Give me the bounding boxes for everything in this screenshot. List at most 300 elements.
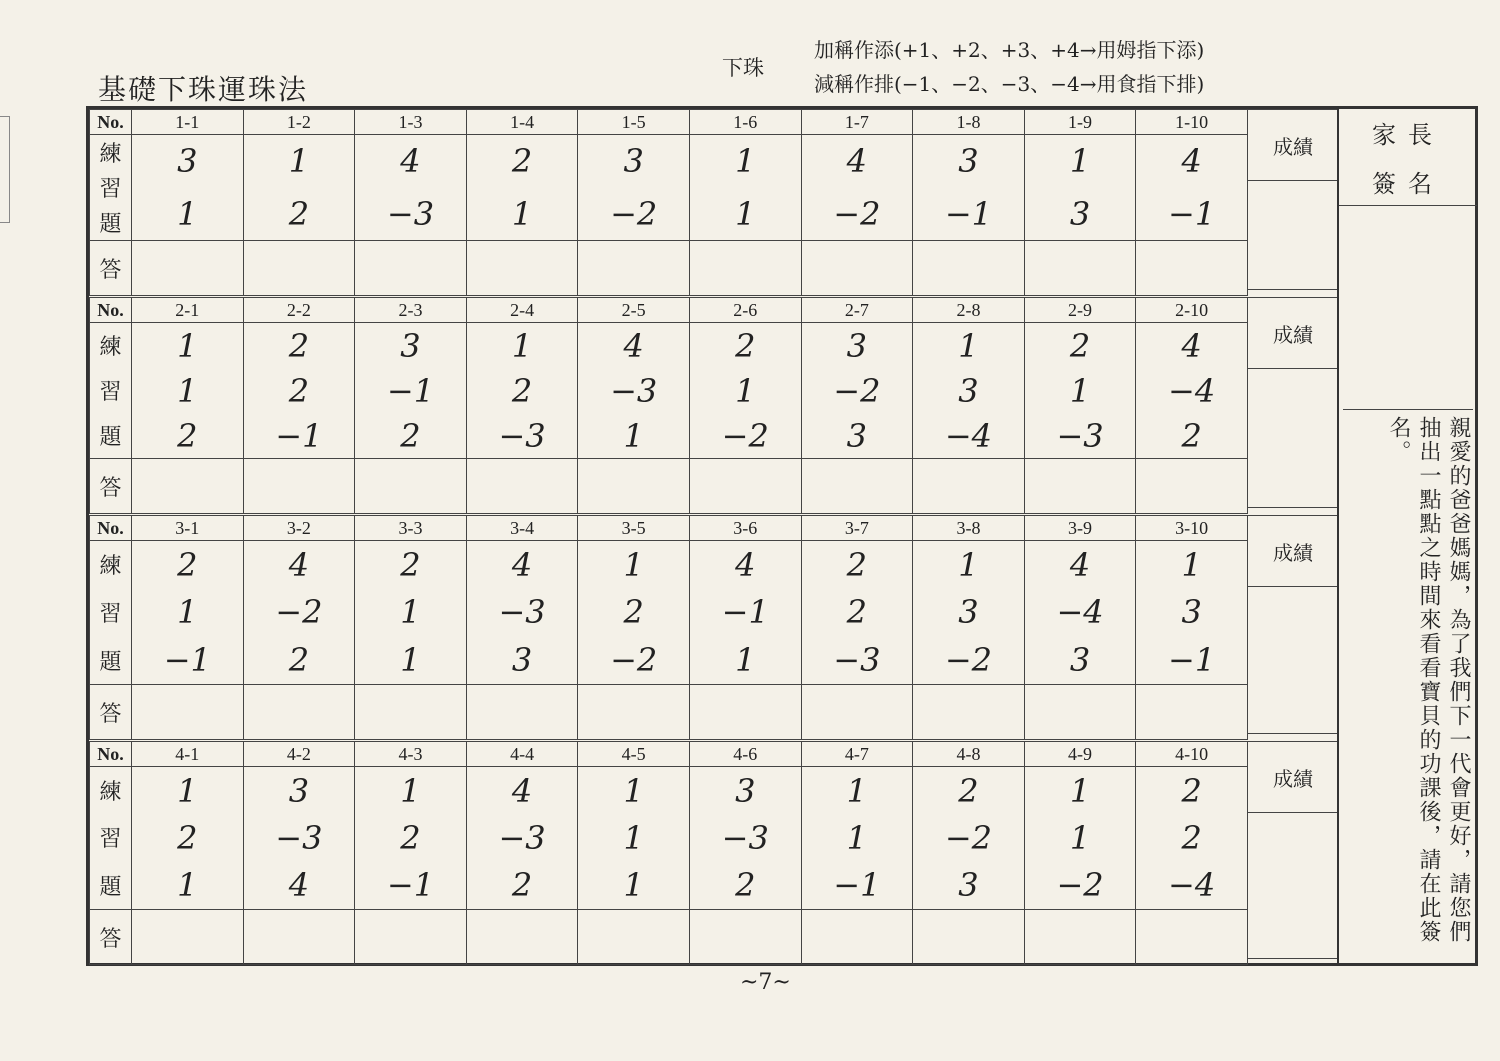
problem-numbers [690, 541, 801, 684]
problem-numbers [690, 135, 801, 240]
problem-numbers [244, 135, 355, 240]
problem-number: −3 [498, 593, 546, 632]
problem-number: 2 [177, 818, 198, 857]
problem-number: 2 [735, 866, 756, 905]
answer-cell[interactable] [801, 459, 913, 514]
problem-number: 3 [623, 142, 644, 181]
problem-number: 2 [288, 371, 310, 410]
answer-cell[interactable] [913, 241, 1025, 296]
problem-numbers [690, 767, 801, 909]
problem-number: 1 [400, 641, 421, 680]
problem-number: 3 [1069, 194, 1091, 233]
problem-id: 3-2 [243, 516, 355, 541]
problem-number: 2 [400, 818, 421, 857]
problem-id: 4-1 [132, 742, 244, 767]
problem-number: −1 [721, 593, 769, 632]
problem-cell [355, 323, 467, 459]
problem-cell [466, 135, 578, 241]
problem-cell [1136, 541, 1248, 685]
problem-number: 4 [400, 142, 421, 181]
problem-number: 4 [288, 866, 310, 905]
problem-id: 4-4 [466, 742, 578, 767]
problem-cell [913, 767, 1025, 910]
problem-number: 3 [958, 371, 979, 410]
problem-numbers [132, 541, 243, 684]
answer-cell[interactable] [132, 910, 244, 965]
problem-block [89, 741, 1313, 963]
practice-label [90, 767, 132, 910]
problem-numbers [578, 135, 689, 240]
problem-number: 1 [958, 545, 979, 584]
problem-id: 2-10 [1136, 298, 1248, 323]
problem-number: 1 [623, 416, 644, 455]
answer-cell[interactable] [913, 459, 1025, 514]
problem-number: 3 [958, 142, 979, 181]
problem-numbers [690, 323, 801, 458]
problem-id: 2-7 [801, 298, 913, 323]
problem-cell [578, 135, 690, 241]
problem-cell [689, 767, 801, 910]
problem-number: 2 [288, 641, 310, 680]
answer-cell[interactable] [355, 241, 467, 296]
answer-cell[interactable] [689, 459, 801, 514]
practice-label-char: 習 [99, 601, 122, 627]
problem-cell [355, 135, 467, 241]
problem-cell [801, 767, 913, 910]
problem-number: 1 [958, 326, 979, 365]
answer-cell[interactable] [578, 459, 690, 514]
problem-number: 1 [400, 593, 421, 632]
problem-numbers [1136, 135, 1247, 240]
answer-cell[interactable] [243, 459, 355, 514]
answer-label: 答 [90, 685, 132, 740]
problem-cell [801, 135, 913, 241]
problem-cell [132, 541, 244, 685]
problem-id: 2-4 [466, 298, 578, 323]
binding-tick [0, 222, 10, 223]
problem-cell [466, 767, 578, 910]
problem-number: 4 [1181, 142, 1202, 181]
problem-id: 1-8 [913, 110, 1025, 135]
problem-number: −1 [386, 371, 435, 410]
problem-cell [578, 323, 690, 459]
problem-number: 1 [177, 866, 198, 905]
answer-cell[interactable] [1136, 241, 1248, 296]
problem-number: 2 [511, 371, 533, 410]
score-box[interactable] [1247, 297, 1339, 508]
problem-number: −4 [1056, 593, 1104, 632]
problem-numbers [132, 767, 243, 909]
problem-number: −3 [610, 371, 658, 410]
problem-numbers [132, 323, 243, 458]
problem-cell [913, 541, 1025, 685]
problem-number: 3 [1069, 641, 1091, 680]
problem-number: 2 [1181, 771, 1202, 810]
problem-block [89, 297, 1313, 512]
practice-label-stack [90, 541, 131, 684]
answer-cell[interactable] [801, 910, 913, 965]
problem-id: 4-3 [355, 742, 467, 767]
problem-cell [355, 541, 467, 685]
problem-numbers [913, 135, 1024, 240]
answer-cell[interactable] [801, 241, 913, 296]
problem-number: −1 [833, 866, 881, 905]
problem-id: 1-4 [466, 110, 578, 135]
problem-number: 4 [735, 545, 756, 584]
problem-number: −2 [833, 371, 881, 410]
problem-numbers [355, 767, 466, 909]
answer-cell[interactable] [1136, 685, 1248, 740]
problem-cell [466, 323, 578, 459]
problem-number: 3 [288, 771, 310, 810]
problem-number: −3 [721, 818, 769, 857]
problem-number: −3 [498, 416, 546, 455]
no-label: No. [90, 110, 132, 135]
problem-number: 1 [846, 771, 868, 810]
problem-cell [689, 323, 801, 459]
problem-number: 4 [288, 545, 310, 584]
practice-label-char: 習 [99, 177, 122, 202]
answer-cell[interactable] [1024, 459, 1136, 514]
rules-label: 下珠 [722, 56, 764, 80]
no-label: No. [90, 742, 132, 767]
parent-title-line2: 簽名 [1372, 170, 1444, 198]
problem-number: 1 [511, 194, 533, 233]
problem-cell [801, 323, 913, 459]
problem-number: −4 [1168, 371, 1216, 410]
problem-id: 2-6 [689, 298, 801, 323]
problem-cell [1024, 323, 1136, 459]
problem-table [89, 515, 1248, 740]
answer-cell[interactable] [355, 910, 467, 965]
problem-cell [243, 135, 355, 241]
problem-number: 1 [511, 326, 533, 365]
score-label: 成績 [1248, 298, 1338, 369]
problem-number: 1 [177, 326, 198, 365]
answer-cell[interactable] [689, 685, 801, 740]
score-label: 成績 [1248, 110, 1338, 181]
problem-number: −3 [386, 194, 435, 233]
problem-number: 2 [1181, 416, 1202, 455]
problem-cell [355, 767, 467, 910]
answer-cell[interactable] [913, 685, 1025, 740]
problem-number: 2 [846, 593, 868, 632]
problem-number: 1 [1069, 371, 1091, 410]
answer-cell[interactable] [243, 910, 355, 965]
problem-number: −1 [163, 641, 211, 680]
problem-number: 1 [177, 371, 198, 410]
score-label: 成績 [1248, 742, 1338, 813]
answer-label: 答 [90, 459, 132, 514]
practice-label-char: 練 [99, 780, 122, 806]
answer-cell[interactable] [578, 910, 690, 965]
parent-signature-area[interactable] [1339, 206, 1477, 406]
problem-numbers [244, 767, 355, 909]
problem-id: 3-8 [913, 516, 1025, 541]
problem-number: 1 [177, 593, 198, 632]
problem-id: 3-10 [1136, 516, 1248, 541]
problem-number: 1 [1069, 142, 1091, 181]
problem-id: 4-6 [689, 742, 801, 767]
problem-number: 3 [958, 593, 979, 632]
problem-cell [913, 323, 1025, 459]
problem-number: 2 [288, 194, 310, 233]
problem-number: 1 [177, 194, 198, 233]
problem-number: 1 [1069, 771, 1091, 810]
problem-number: 2 [400, 545, 421, 584]
problem-numbers [913, 541, 1024, 684]
problem-number: 2 [400, 416, 421, 455]
problem-number: −2 [944, 818, 993, 857]
problem-numbers [244, 541, 355, 684]
answer-cell[interactable] [1136, 910, 1248, 965]
problem-cell [243, 767, 355, 910]
problem-number: 1 [735, 194, 756, 233]
page-title: 基礎下珠運珠法 [98, 73, 309, 106]
practice-label-stack [90, 135, 131, 240]
parent-signature-title [1339, 109, 1477, 206]
problem-numbers [1136, 541, 1247, 684]
problem-number: 4 [511, 545, 533, 584]
problem-numbers [913, 323, 1024, 458]
problem-number: −1 [386, 866, 435, 905]
practice-label-char: 題 [99, 649, 122, 675]
rules-box [722, 32, 1482, 102]
binding-line [9, 116, 10, 222]
problem-number: 3 [958, 866, 979, 905]
answer-cell[interactable] [801, 685, 913, 740]
problem-block [89, 515, 1313, 738]
problem-number: 1 [623, 818, 644, 857]
answer-cell[interactable] [913, 910, 1025, 965]
problem-number: 1 [623, 545, 644, 584]
answer-cell[interactable] [132, 241, 244, 296]
problem-numbers [578, 767, 689, 909]
problem-number: 1 [735, 142, 756, 181]
problem-cell [132, 767, 244, 910]
no-label: No. [90, 516, 132, 541]
no-label: No. [90, 298, 132, 323]
problem-number: 2 [511, 866, 533, 905]
problem-number: −1 [1168, 194, 1216, 233]
problem-id: 3-7 [801, 516, 913, 541]
problem-table [89, 297, 1248, 514]
problem-number: −2 [1056, 866, 1104, 905]
problem-number: −4 [944, 416, 993, 455]
problem-number: −4 [1168, 866, 1216, 905]
problem-number: 3 [177, 142, 198, 181]
answer-cell[interactable] [466, 459, 578, 514]
problem-cell [689, 541, 801, 685]
problem-numbers [1136, 323, 1247, 458]
problem-cell [1024, 767, 1136, 910]
problem-numbers [802, 541, 913, 684]
problem-numbers [802, 135, 913, 240]
practice-label-char: 練 [99, 142, 122, 167]
answer-cell[interactable] [466, 685, 578, 740]
binding-tick [0, 116, 10, 117]
practice-label-char: 習 [99, 380, 122, 405]
problem-number: −2 [275, 593, 323, 632]
practice-label [90, 323, 132, 459]
parent-panel [1337, 109, 1477, 963]
answer-cell[interactable] [355, 459, 467, 514]
problem-table [89, 741, 1248, 965]
problem-numbers [1025, 541, 1136, 684]
problem-number: −1 [1168, 641, 1216, 680]
problem-number: −3 [1056, 416, 1104, 455]
problem-cell [466, 541, 578, 685]
answer-cell[interactable] [243, 685, 355, 740]
problem-numbers [802, 323, 913, 458]
problem-id: 2-3 [355, 298, 467, 323]
answer-cell[interactable] [1136, 459, 1248, 514]
answer-cell[interactable] [466, 241, 578, 296]
problem-number: 4 [846, 142, 868, 181]
problem-number: −3 [498, 818, 546, 857]
problem-number: 2 [177, 545, 198, 584]
problem-number: 1 [735, 641, 756, 680]
problem-numbers [802, 767, 913, 909]
problem-id: 4-9 [1024, 742, 1136, 767]
problem-number: 1 [623, 866, 644, 905]
problem-cell [1024, 541, 1136, 685]
problem-number: −2 [610, 641, 658, 680]
answer-cell[interactable] [132, 459, 244, 514]
score-label: 成績 [1248, 516, 1338, 587]
answer-cell[interactable] [578, 241, 690, 296]
answer-cell[interactable] [1024, 685, 1136, 740]
problem-id: 1-10 [1136, 110, 1248, 135]
problem-id: 1-6 [689, 110, 801, 135]
problem-number: 1 [623, 771, 644, 810]
practice-label-stack [90, 323, 131, 458]
problem-id: 2-9 [1024, 298, 1136, 323]
problem-number: 4 [623, 326, 644, 365]
problem-numbers [1136, 767, 1247, 909]
answer-cell[interactable] [1024, 241, 1136, 296]
problem-id: 4-7 [801, 742, 913, 767]
answer-label: 答 [90, 241, 132, 296]
problem-number: 3 [400, 326, 421, 365]
problem-id: 1-7 [801, 110, 913, 135]
problem-id: 2-8 [913, 298, 1025, 323]
problem-number: −2 [944, 641, 993, 680]
answer-cell[interactable] [689, 241, 801, 296]
problem-numbers [1025, 323, 1136, 458]
problem-id: 3-5 [578, 516, 690, 541]
problem-number: 2 [958, 771, 979, 810]
practice-label-char: 題 [99, 425, 122, 450]
problem-number: 2 [735, 326, 756, 365]
problem-id: 1-3 [355, 110, 467, 135]
answer-cell[interactable] [243, 241, 355, 296]
rule-sub: 減稱作排(−1、−2、−3、−4→用食指下排) [814, 72, 1205, 96]
problem-number: −2 [610, 194, 658, 233]
problem-cell [1136, 323, 1248, 459]
problem-number: 1 [177, 771, 198, 810]
problem-number: 1 [288, 142, 310, 181]
problem-id: 3-1 [132, 516, 244, 541]
problem-number: 2 [1069, 326, 1091, 365]
problem-numbers [578, 541, 689, 684]
problem-numbers [578, 323, 689, 458]
answer-cell[interactable] [578, 685, 690, 740]
problem-number: −1 [275, 416, 323, 455]
problem-number: 4 [1181, 326, 1202, 365]
problem-cell [243, 541, 355, 685]
problem-numbers [467, 323, 578, 458]
problem-numbers [1025, 135, 1136, 240]
answer-cell[interactable] [1024, 910, 1136, 965]
problem-id: 2-5 [578, 298, 690, 323]
practice-label-char: 練 [99, 554, 122, 580]
problem-numbers [467, 135, 578, 240]
problem-id: 4-8 [913, 742, 1025, 767]
problem-number: 4 [1069, 545, 1091, 584]
problem-number: 2 [288, 326, 310, 365]
problem-number: −2 [833, 194, 881, 233]
problem-number: 2 [1181, 818, 1202, 857]
problem-cell [1136, 767, 1248, 910]
problem-number: 3 [1181, 593, 1202, 632]
problem-cell [578, 767, 690, 910]
problem-number: 3 [511, 641, 533, 680]
problem-number: −3 [833, 641, 881, 680]
answer-label: 答 [90, 910, 132, 965]
practice-label-char: 習 [99, 827, 122, 853]
problem-numbers [355, 541, 466, 684]
problem-table [89, 109, 1248, 296]
answer-cell[interactable] [132, 685, 244, 740]
answer-cell[interactable] [355, 685, 467, 740]
page-number: ~7~ [740, 970, 791, 995]
problem-cell [132, 135, 244, 241]
problem-id: 1-1 [132, 110, 244, 135]
problem-id: 3-6 [689, 516, 801, 541]
problem-number: 2 [177, 416, 198, 455]
problem-numbers [467, 541, 578, 684]
problem-number: 2 [846, 545, 868, 584]
problem-id: 3-9 [1024, 516, 1136, 541]
score-box[interactable] [1247, 109, 1339, 290]
answer-cell[interactable] [689, 910, 801, 965]
problem-number: 3 [846, 416, 868, 455]
practice-label-char: 題 [99, 874, 122, 900]
problem-cell [578, 541, 690, 685]
problem-numbers [355, 135, 466, 240]
problem-number: −3 [275, 818, 323, 857]
practice-label-char: 題 [99, 212, 122, 237]
problem-number: 1 [735, 371, 756, 410]
answer-cell[interactable] [466, 910, 578, 965]
problem-cell [689, 135, 801, 241]
problem-number: 1 [1181, 545, 1202, 584]
problem-numbers [355, 323, 466, 458]
problem-id: 4-2 [243, 742, 355, 767]
problem-number: 2 [623, 593, 644, 632]
problem-id: 1-2 [243, 110, 355, 135]
problem-cell [132, 323, 244, 459]
score-box[interactable] [1247, 741, 1339, 959]
problem-cell [243, 323, 355, 459]
problem-numbers [913, 767, 1024, 909]
score-box[interactable] [1247, 515, 1339, 734]
practice-label-stack [90, 767, 131, 909]
problem-cell [801, 541, 913, 685]
problem-id: 2-1 [132, 298, 244, 323]
problem-number: 1 [846, 818, 868, 857]
